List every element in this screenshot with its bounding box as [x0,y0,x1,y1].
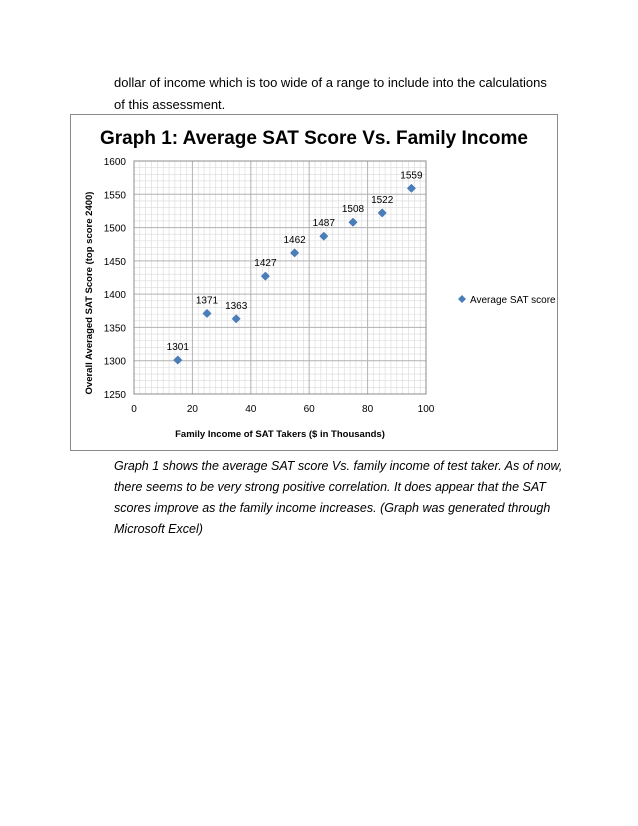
x-tick-label: 0 [131,404,137,415]
data-label: 1363 [225,300,248,312]
legend [458,295,556,306]
y-tick-label: 1350 [103,323,126,335]
data-label: 1371 [195,295,219,307]
data-label: 1508 [341,204,365,216]
chart-container [70,114,558,451]
figure-caption: Graph 1 shows the average SAT score Vs. family income of test taker. As of now, there seems to be very strong positive correlation. It does appear that the SAT scores improve as the family income increases. (Graph was generated through Microsoft Excel) [114,459,563,536]
data-label: 1522 [371,194,394,206]
x-tick-label: 60 [303,404,315,415]
y-tick-label: 1550 [103,190,126,202]
body-paragraph: dollar of income which is too wide of a range to include into the calculations of this assessment. [114,75,547,112]
x-tick-label: 20 [186,404,198,415]
scatter-chart [71,115,559,452]
legend-marker-icon [458,295,466,303]
y-tick-label: 1250 [103,390,126,401]
y-tick-label: 1400 [103,290,126,302]
y-tick-label: 1600 [103,157,126,168]
data-label: 1487 [312,218,335,230]
chart-title: Graph 1: Average SAT Score Vs. Family Income [99,128,529,149]
x-axis-title: Family Income of SAT Takers ($ in Thousands) [175,429,385,440]
y-tick-label: 1450 [103,256,126,268]
data-label: 1301 [166,342,189,354]
data-label: 1427 [254,258,277,270]
y-tick-label: 1500 [103,223,126,235]
x-tick-label: 80 [362,404,374,415]
y-axis-title: Overall Averaged SAT Score (top score 2400) [84,191,95,395]
x-tick-label: 100 [417,404,435,415]
x-tick-label: 40 [245,404,257,415]
y-tick-label: 1300 [103,356,126,368]
data-label: 1559 [400,170,423,182]
data-label: 1462 [283,234,306,246]
legend-label: Average SAT score [470,295,556,306]
